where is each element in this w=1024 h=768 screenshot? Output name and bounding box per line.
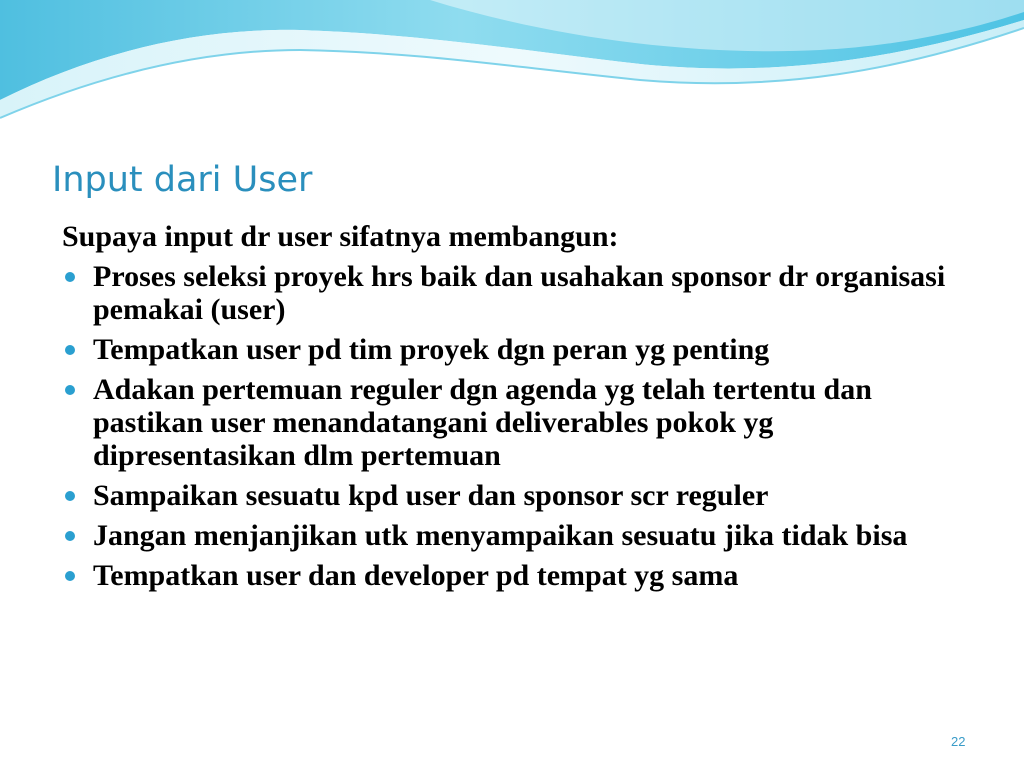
wave-header-decoration	[0, 0, 1024, 130]
bullet-text: Jangan menjanjikan utk menyampaikan sesuatu jika tidak bisa	[93, 519, 908, 552]
bullet-dot-icon	[65, 345, 75, 355]
bullet-item	[62, 333, 962, 366]
bullet-dot-icon	[65, 385, 75, 395]
bullet-item	[62, 559, 962, 592]
slide-body	[62, 220, 962, 599]
bullet-item	[62, 373, 962, 472]
bullet-list	[62, 260, 962, 592]
bullet-text: Sampaikan sesuatu kpd user dan sponsor scr reguler	[93, 479, 769, 512]
bullet-dot-icon	[65, 491, 75, 501]
bullet-text: Tempatkan user dan developer pd tempat yg sama	[93, 559, 739, 592]
bullet-text: Proses seleksi proyek hrs baik dan usahakan sponsor dr organisasi pemakai (user)	[93, 260, 946, 326]
bullet-dot-icon	[65, 272, 75, 282]
slide-title: Input dari User	[52, 160, 313, 200]
bullet-text: Tempatkan user pd tim proyek dgn peran yg penting	[93, 333, 770, 366]
intro-text: Supaya input dr user sifatnya membangun:	[62, 220, 619, 253]
bullet-text: Adakan pertemuan reguler dgn agenda yg telah tertentu dan pastikan user menandatangani deliverables pokok yg dipresentasikan dlm pertemuan	[93, 373, 872, 472]
bullet-dot-icon	[65, 531, 75, 541]
page-number: 22	[951, 734, 966, 749]
bullet-dot-icon	[65, 571, 75, 581]
bullet-item	[62, 260, 962, 326]
bullet-item	[62, 519, 962, 552]
bullet-item	[62, 479, 962, 512]
